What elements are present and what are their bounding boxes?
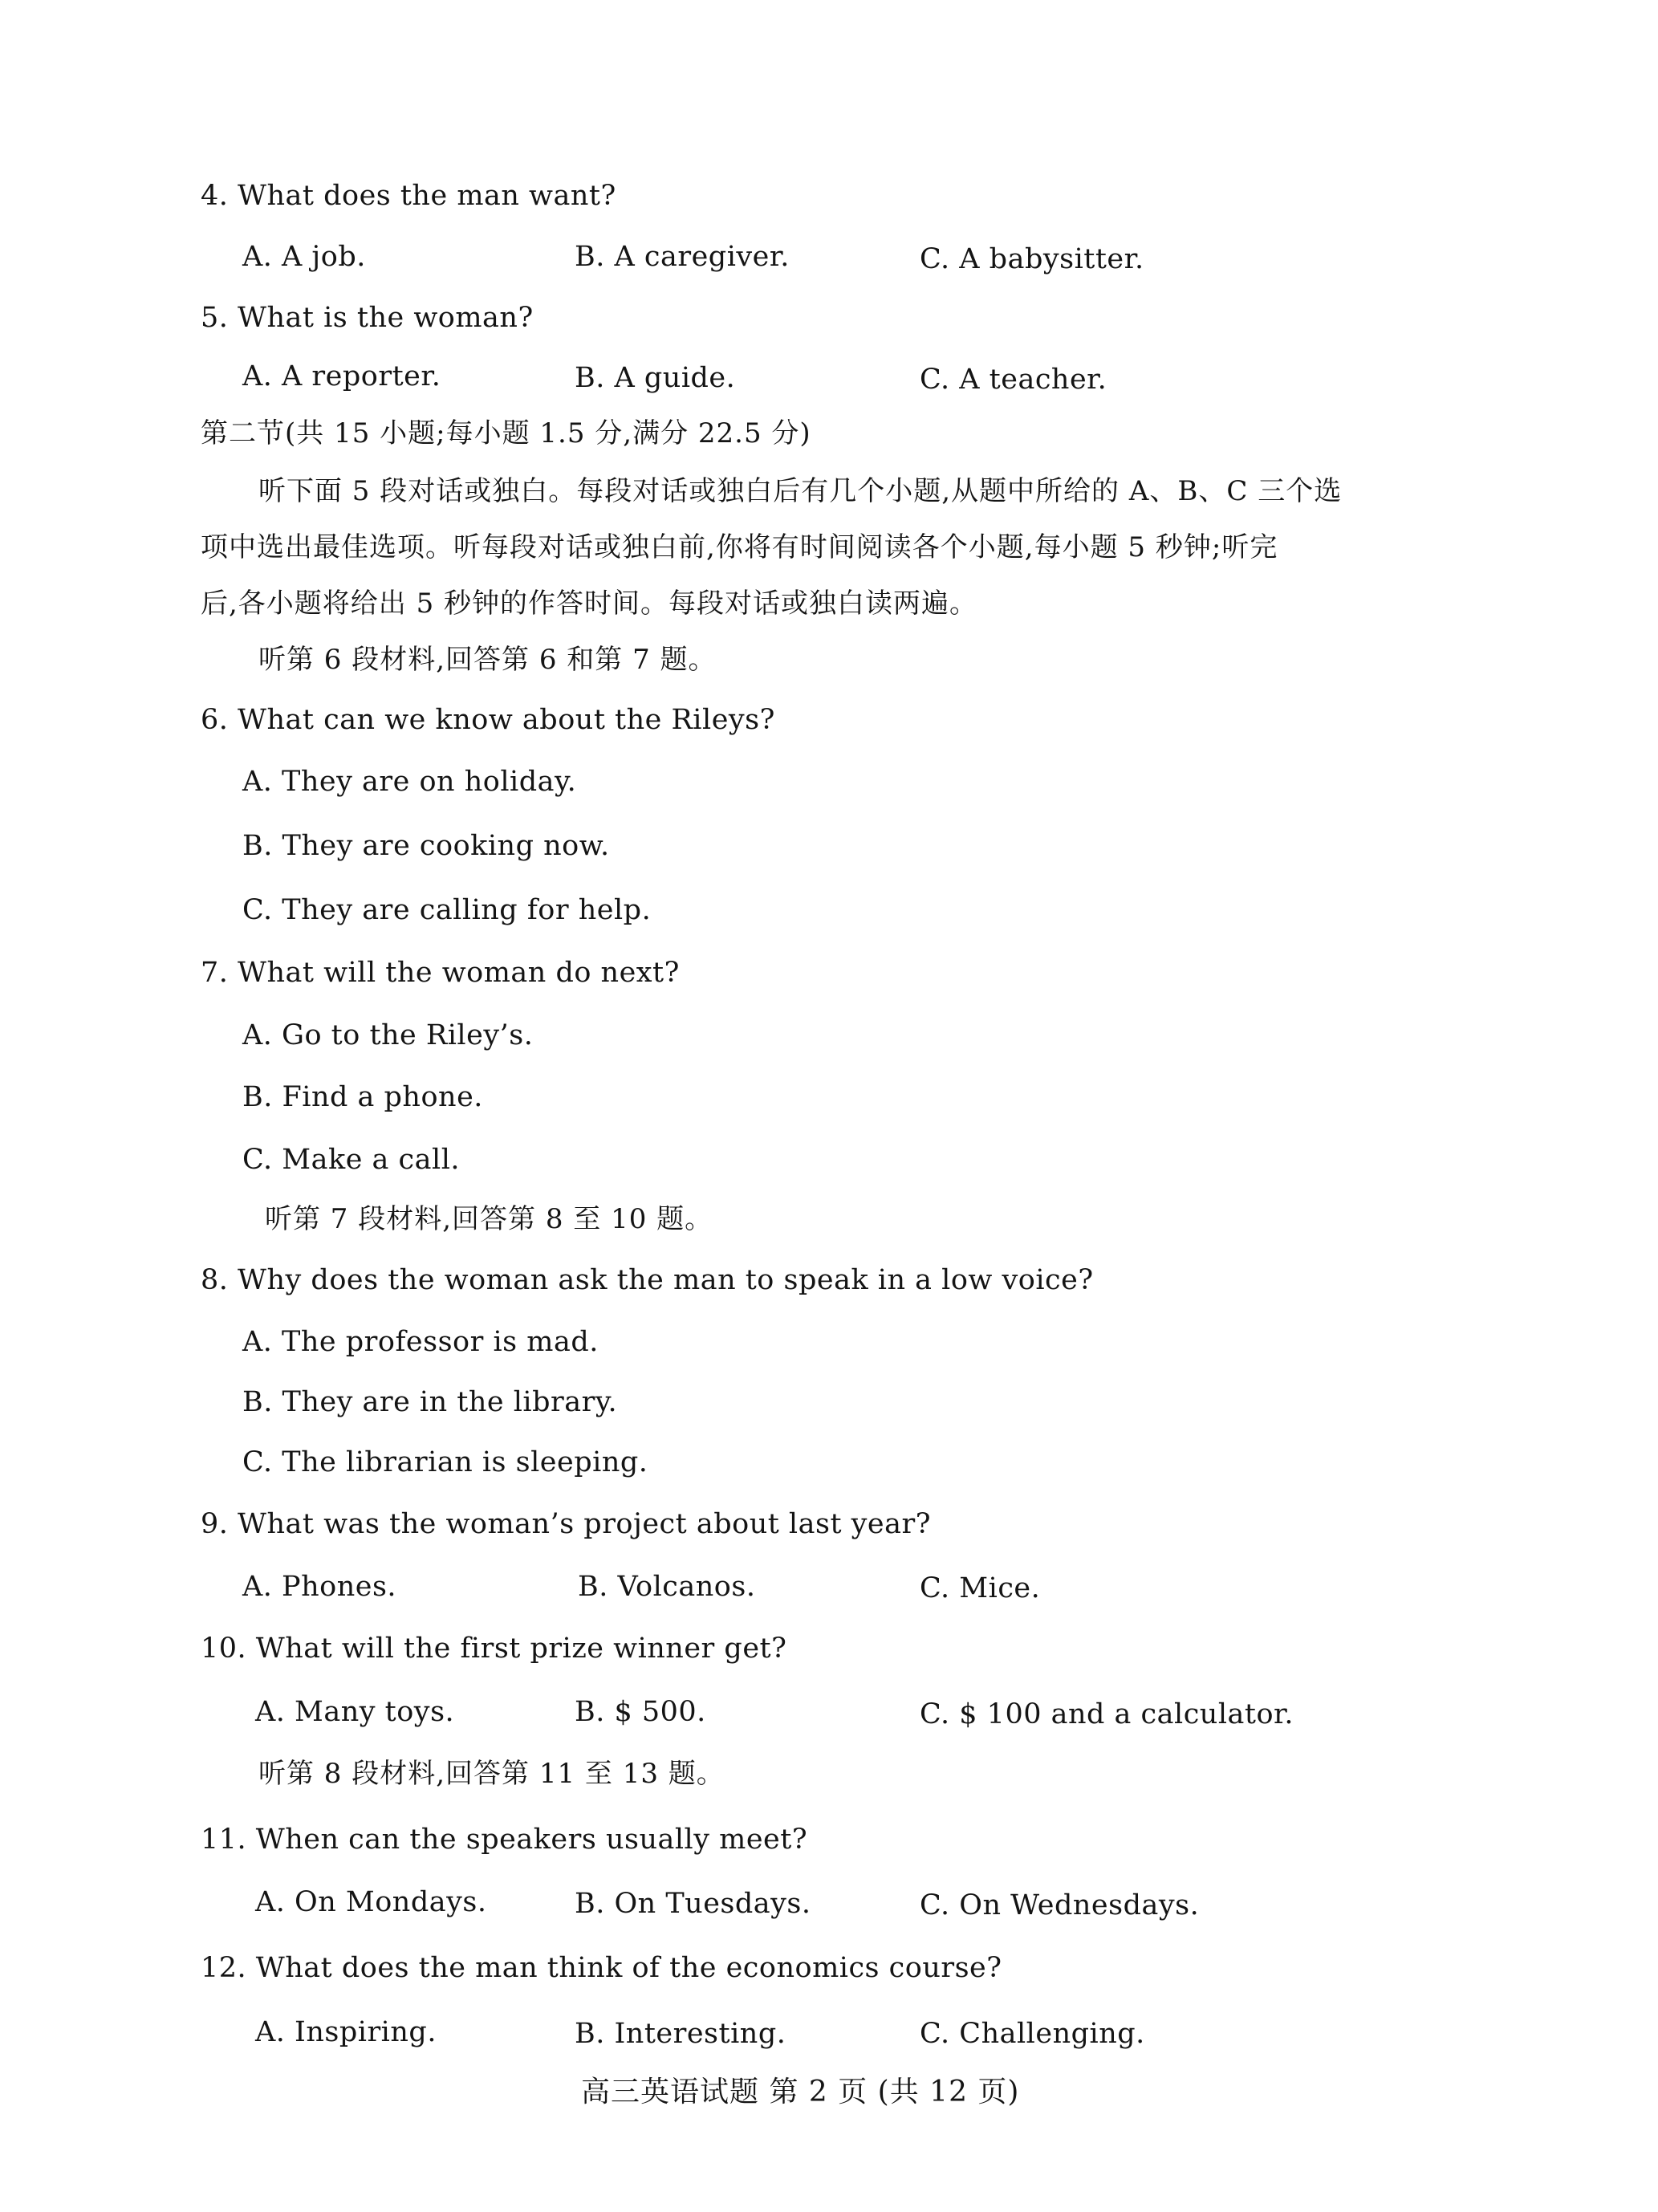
question-9-stem: 9. What was the woman’s project about last year? (201, 1508, 931, 1540)
question-4-option-c: C. A babysitter. (920, 243, 1144, 275)
question-6-option-c: C. They are calling for help. (242, 894, 652, 926)
question-6-option-a: A. They are on holiday. (242, 766, 577, 798)
question-5-stem: 5. What is the woman? (201, 302, 534, 334)
question-8-stem: 8. Why does the woman ask the man to speak in a low voice? (201, 1264, 1094, 1296)
question-5-option-c: C. A teacher. (920, 364, 1107, 396)
question-5-option-a: A. A reporter. (242, 360, 441, 392)
question-10-option-c: C. $ 100 and a calculator. (920, 1698, 1294, 1730)
question-6-option-b: B. They are cooking now. (242, 830, 610, 862)
question-4-option-b: B. A caregiver. (575, 241, 790, 273)
question-7-option-b: B. Find a phone. (242, 1081, 483, 1113)
question-9-option-c: C. Mice. (920, 1572, 1041, 1604)
question-8-option-b: B. They are in the library. (242, 1386, 618, 1418)
question-12-stem: 12. What does the man think of the economics course? (201, 1952, 1002, 1984)
question-8-option-a: A. The professor is mad. (242, 1326, 599, 1358)
question-7-option-a: A. Go to the Riley’s. (242, 1019, 534, 1051)
section-2-instruction-line-2: 项中选出最佳选项。听每段对话或独白前,你将有时间阅读各个小题,每小题 5 秒钟;听完 (201, 531, 1278, 563)
section-2-instruction-line-1: 听下面 5 段对话或独白。每段对话或独白后有几个小题,从题中所给的 A、B、C 三个选 (258, 475, 1343, 507)
section-2-title: 第二节(共 15 小题;每小题 1.5 分,满分 22.5 分) (201, 417, 811, 449)
question-7-option-c: C. Make a call. (242, 1144, 461, 1176)
question-10-stem: 10. What will the first prize winner get? (201, 1633, 787, 1665)
section-2-instruction-line-3: 后,各小题将给出 5 秒钟的作答时间。每段对话或独白读两遍。 (201, 588, 978, 620)
question-12-option-c: C. Challenging. (920, 2018, 1145, 2050)
question-11-stem: 11. When can the speakers usually meet? (201, 1824, 808, 1856)
question-12-option-b: B. Interesting. (575, 2018, 786, 2050)
question-6-stem: 6. What can we know about the Rileys? (201, 704, 775, 736)
question-9-option-a: A. Phones. (242, 1571, 397, 1603)
question-11-option-c: C. On Wednesdays. (920, 1889, 1200, 1921)
question-5-option-b: B. A guide. (575, 362, 736, 394)
question-10-option-a: A. Many toys. (255, 1696, 455, 1728)
question-10-option-b: B. $ 500. (575, 1696, 706, 1728)
question-4-option-a: A. A job. (242, 241, 366, 273)
segment-6-instruction: 听第 6 段材料,回答第 6 和第 7 题。 (258, 644, 717, 676)
question-9-option-b: B. Volcanos. (578, 1571, 756, 1603)
question-11-option-b: B. On Tuesdays. (575, 1888, 811, 1920)
question-11-option-a: A. On Mondays. (255, 1886, 487, 1918)
segment-8-instruction: 听第 8 段材料,回答第 11 至 13 题。 (258, 1758, 725, 1790)
segment-7-instruction: 听第 7 段材料,回答第 8 至 10 题。 (265, 1203, 713, 1235)
question-12-option-a: A. Inspiring. (255, 2016, 437, 2048)
question-7-stem: 7. What will the woman do next? (201, 957, 680, 989)
question-8-option-c: C. The librarian is sleeping. (242, 1446, 648, 1478)
question-4-stem: 4. What does the man want? (201, 180, 616, 212)
page-footer: 高三英语试题 第 2 页 (共 12 页) (581, 2076, 1020, 2108)
